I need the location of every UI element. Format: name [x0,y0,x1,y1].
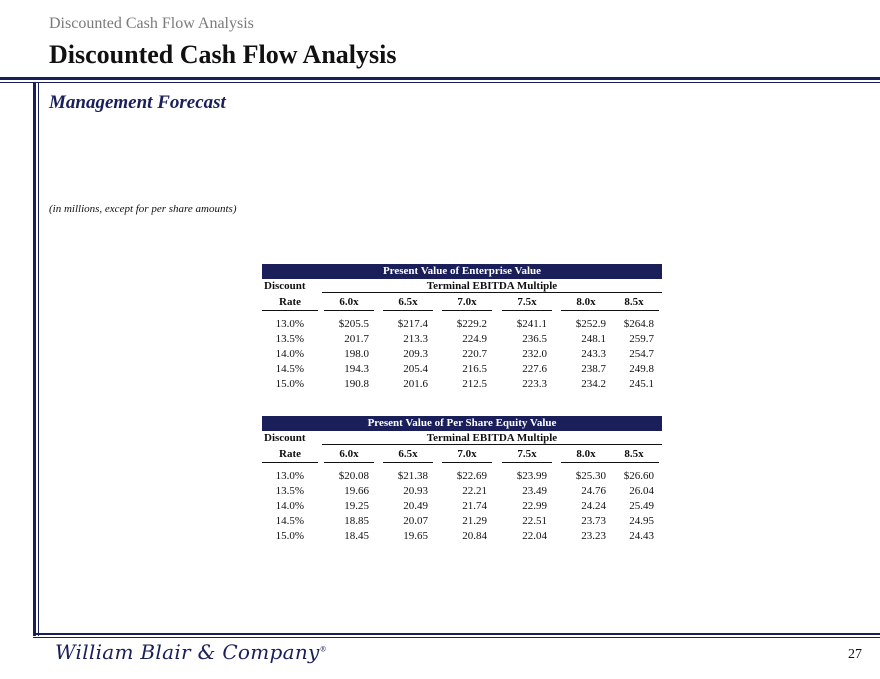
column-header: 7.5x [502,446,552,463]
value-cell: 19.65 [403,530,428,542]
column-header: 8.0x [561,294,611,311]
value-cell: 24.43 [629,530,654,542]
value-cell: 216.5 [462,363,487,375]
table-row [262,347,662,362]
rate-cell: 15.0% [275,378,304,390]
column-header: 7.0x [442,446,492,463]
table-row [262,377,662,392]
value-cell: 249.8 [629,363,654,375]
value-cell: 198.0 [344,348,369,360]
table-header-row-1 [262,279,662,294]
column-header: 8.5x [609,294,659,311]
value-cell: 20.84 [462,530,487,542]
value-cell: 19.25 [344,500,369,512]
column-header: 7.5x [502,294,552,311]
value-cell: 19.66 [344,485,369,497]
page-number: 27 [848,647,862,662]
rate-cell: 13.0% [275,318,304,330]
registered-mark: ® [319,645,327,654]
multiple-group-header: Terminal EBITDA Multiple [322,279,662,293]
value-cell: 259.7 [629,333,654,345]
discount-header: Discount [264,280,306,292]
value-cell: $241.1 [516,318,547,330]
value-cell: 209.3 [403,348,428,360]
header-rule-thick [0,77,880,80]
table-header-row-2 [262,446,662,462]
value-cell: $252.9 [575,318,606,330]
value-cell: 22.21 [462,485,487,497]
value-cell: 234.2 [581,378,606,390]
value-cell: 201.6 [403,378,428,390]
enterprise-value-table [262,264,662,392]
value-cell: 23.73 [581,515,606,527]
column-header: 6.5x [383,446,433,463]
value-cell: 205.4 [403,363,428,375]
table-row [262,514,662,529]
value-cell: 238.7 [581,363,606,375]
value-cell: 254.7 [629,348,654,360]
value-cell: 213.3 [403,333,428,345]
value-cell: 194.3 [344,363,369,375]
rate-cell: 14.5% [275,515,304,527]
value-cell: 232.0 [522,348,547,360]
value-cell: 21.29 [462,515,487,527]
value-cell: 23.49 [522,485,547,497]
value-cell: 26.04 [629,485,654,497]
value-cell: $25.30 [575,470,606,482]
value-cell: 20.07 [403,515,428,527]
value-cell: 223.3 [522,378,547,390]
table-row [262,362,662,377]
rate-cell: 14.0% [275,348,304,360]
multiple-group-header: Terminal EBITDA Multiple [322,431,662,445]
table-title: Present Value of Per Share Equity Value [262,416,662,431]
per-share-equity-table [262,416,662,544]
header-small-title: Discounted Cash Flow Analysis [49,15,254,32]
table-header-row-2 [262,294,662,310]
rate-cell: 14.0% [275,500,304,512]
table-row [262,317,662,332]
value-cell: 22.99 [522,500,547,512]
table-row [262,332,662,347]
value-cell: 236.5 [522,333,547,345]
value-cell: 220.7 [462,348,487,360]
rate-header: Rate [262,446,318,463]
page-title: Discounted Cash Flow Analysis [49,40,397,69]
value-cell: 248.1 [581,333,606,345]
table-row [262,469,662,484]
value-cell: 25.49 [629,500,654,512]
value-cell: 190.8 [344,378,369,390]
value-cell: $205.5 [338,318,369,330]
column-header: 7.0x [442,294,492,311]
value-cell: 18.85 [344,515,369,527]
table-row [262,529,662,544]
left-rule-thick [33,83,36,636]
section-title: Management Forecast [49,92,226,113]
value-cell: $20.08 [338,470,369,482]
table-row [262,499,662,514]
value-cell: 24.95 [629,515,654,527]
units-note: (in millions, except for per share amounts) [49,203,237,215]
discount-header: Discount [264,432,306,444]
value-cell: 20.93 [403,485,428,497]
rate-cell: 15.0% [275,530,304,542]
footer-rule-thick [33,633,880,635]
value-cell: $21.38 [397,470,428,482]
table-row [262,484,662,499]
value-cell: $22.69 [456,470,487,482]
rate-header: Rate [262,294,318,311]
header-rule-thin [0,82,880,83]
column-header: 8.0x [561,446,611,463]
value-cell: 23.23 [581,530,606,542]
value-cell: 201.7 [344,333,369,345]
rate-cell: 13.0% [275,470,304,482]
column-header: 8.5x [609,446,659,463]
value-cell: $26.60 [623,470,654,482]
rate-cell: 13.5% [275,333,304,345]
table-title: Present Value of Enterprise Value [262,264,662,279]
rate-cell: 14.5% [275,363,304,375]
footer-rule-thin [33,637,880,638]
value-cell: $23.99 [516,470,547,482]
value-cell: 22.51 [522,515,547,527]
logo-text: William Blair & Company [55,640,320,664]
column-header: 6.0x [324,446,374,463]
column-header: 6.5x [383,294,433,311]
value-cell: 224.9 [462,333,487,345]
left-rule-thin [38,83,39,636]
value-cell: $264.8 [623,318,654,330]
value-cell: $229.2 [456,318,487,330]
value-cell: 22.04 [522,530,547,542]
value-cell: 24.76 [581,485,606,497]
value-cell: 227.6 [522,363,547,375]
table-header-row-1 [262,431,662,446]
rate-cell: 13.5% [275,485,304,497]
value-cell: 212.5 [462,378,487,390]
value-cell: 24.24 [581,500,606,512]
value-cell: 18.45 [344,530,369,542]
value-cell: 245.1 [629,378,654,390]
column-header: 6.0x [324,294,374,311]
value-cell: 21.74 [462,500,487,512]
value-cell: 243.3 [581,348,606,360]
value-cell: 20.49 [403,500,428,512]
company-logo [55,640,327,664]
value-cell: $217.4 [397,318,428,330]
